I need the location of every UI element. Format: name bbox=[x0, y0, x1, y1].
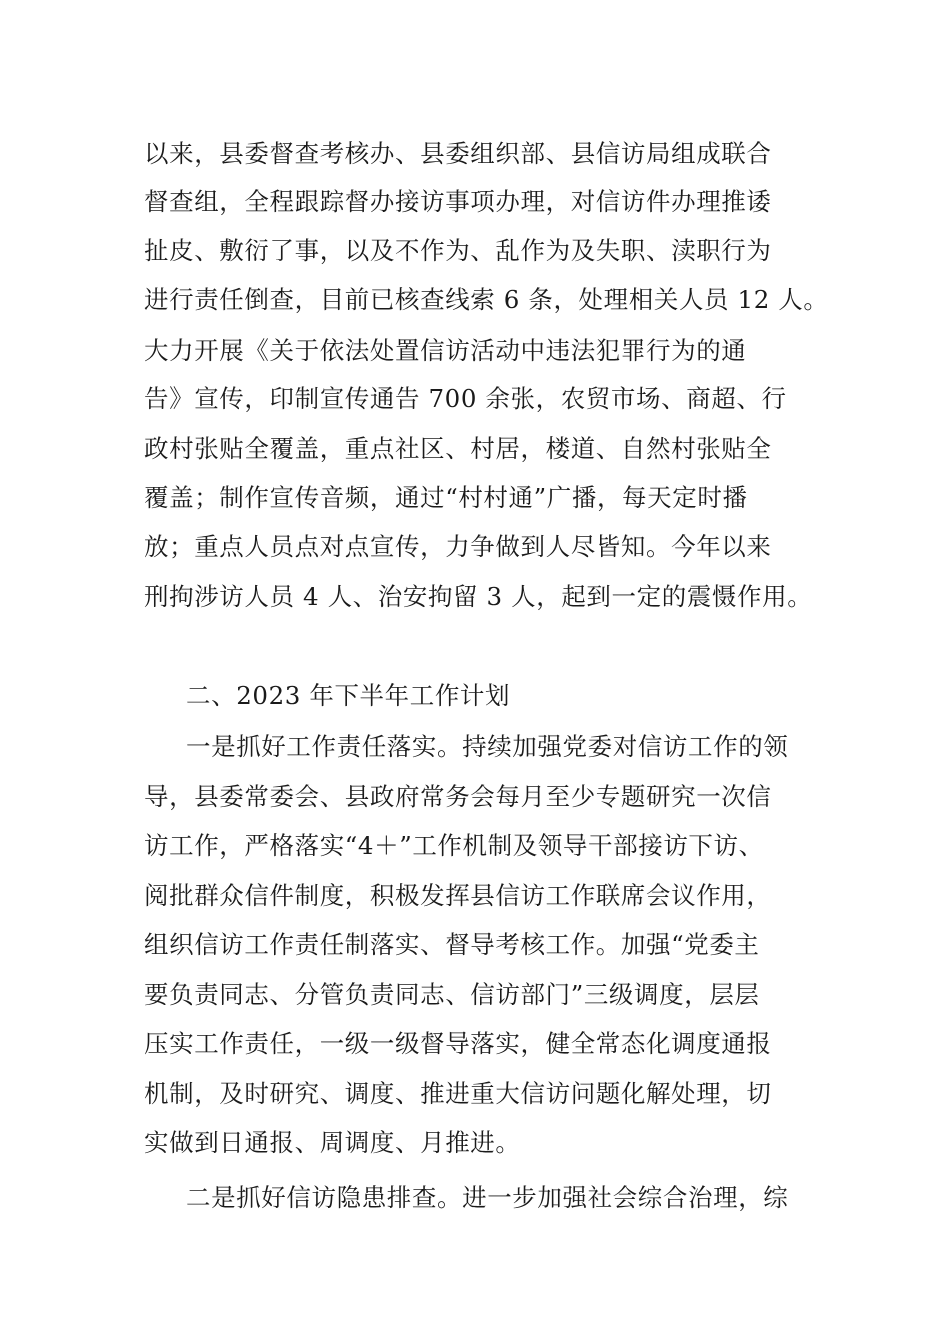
body-text-line: 督查组，全程跟踪督办接访事项办理，对信访件办理推诿 bbox=[144, 187, 772, 216]
body-text-line: 扯皮、敷衍了事，以及不作为、乱作为及失职、渎职行为 bbox=[144, 236, 772, 265]
body-text-line: 压实工作责任，一级一级督导落实，健全常态化调度通报 bbox=[144, 1029, 772, 1058]
body-text-line: 大力开展《关于依法处置信访活动中违法犯罪行为的通 bbox=[144, 336, 747, 365]
body-text-line: 刑拘涉访人员 4 人、治安拘留 3 人，起到一定的震慑作用。 bbox=[144, 582, 813, 611]
body-text-line: 组织信访工作责任制落实、督导考核工作。加强“党委主 bbox=[144, 930, 760, 959]
section-heading: 二、2023 年下半年工作计划 bbox=[186, 681, 511, 710]
body-text-line: 导，县委常委会、县政府常务会每月至少专题研究一次信 bbox=[144, 782, 772, 811]
body-text-line: 政村张贴全覆盖，重点社区、村居，楼道、自然村张贴全 bbox=[144, 434, 772, 463]
body-text-line: 以来，县委督查考核办、县委组织部、县信访局组成联合 bbox=[144, 139, 772, 168]
body-text-line: 二是抓好信访隐患排查。进一步加强社会综合治理，综 bbox=[186, 1183, 789, 1212]
body-text-line: 阅批群众信件制度，积极发挥县信访工作联席会议作用， bbox=[144, 881, 772, 910]
body-text-line: 覆盖；制作宣传音频，通过“村村通”广播，每天定时播 bbox=[144, 483, 748, 512]
body-text-line: 要负责同志、分管负责同志、信访部门”三级调度，层层 bbox=[144, 980, 760, 1009]
body-text-line: 放；重点人员点对点宣传，力争做到人尽皆知。今年以来 bbox=[144, 532, 772, 561]
body-text-line: 告》宣传，印制宣传通告 700 余张，农贸市场、商超、行 bbox=[144, 384, 787, 413]
body-text-line: 实做到日通报、周调度、月推进。 bbox=[144, 1128, 521, 1157]
body-text-line: 机制，及时研究、调度、推进重大信访问题化解处理，切 bbox=[144, 1079, 772, 1108]
body-text-line: 一是抓好工作责任落实。持续加强党委对信访工作的领 bbox=[186, 732, 789, 761]
body-text-line: 访工作，严格落实“4＋”工作机制及领导干部接访下访、 bbox=[144, 831, 764, 860]
body-text-line: 进行责任倒查，目前已核查线索 6 条，处理相关人员 12 人。 bbox=[144, 285, 829, 314]
